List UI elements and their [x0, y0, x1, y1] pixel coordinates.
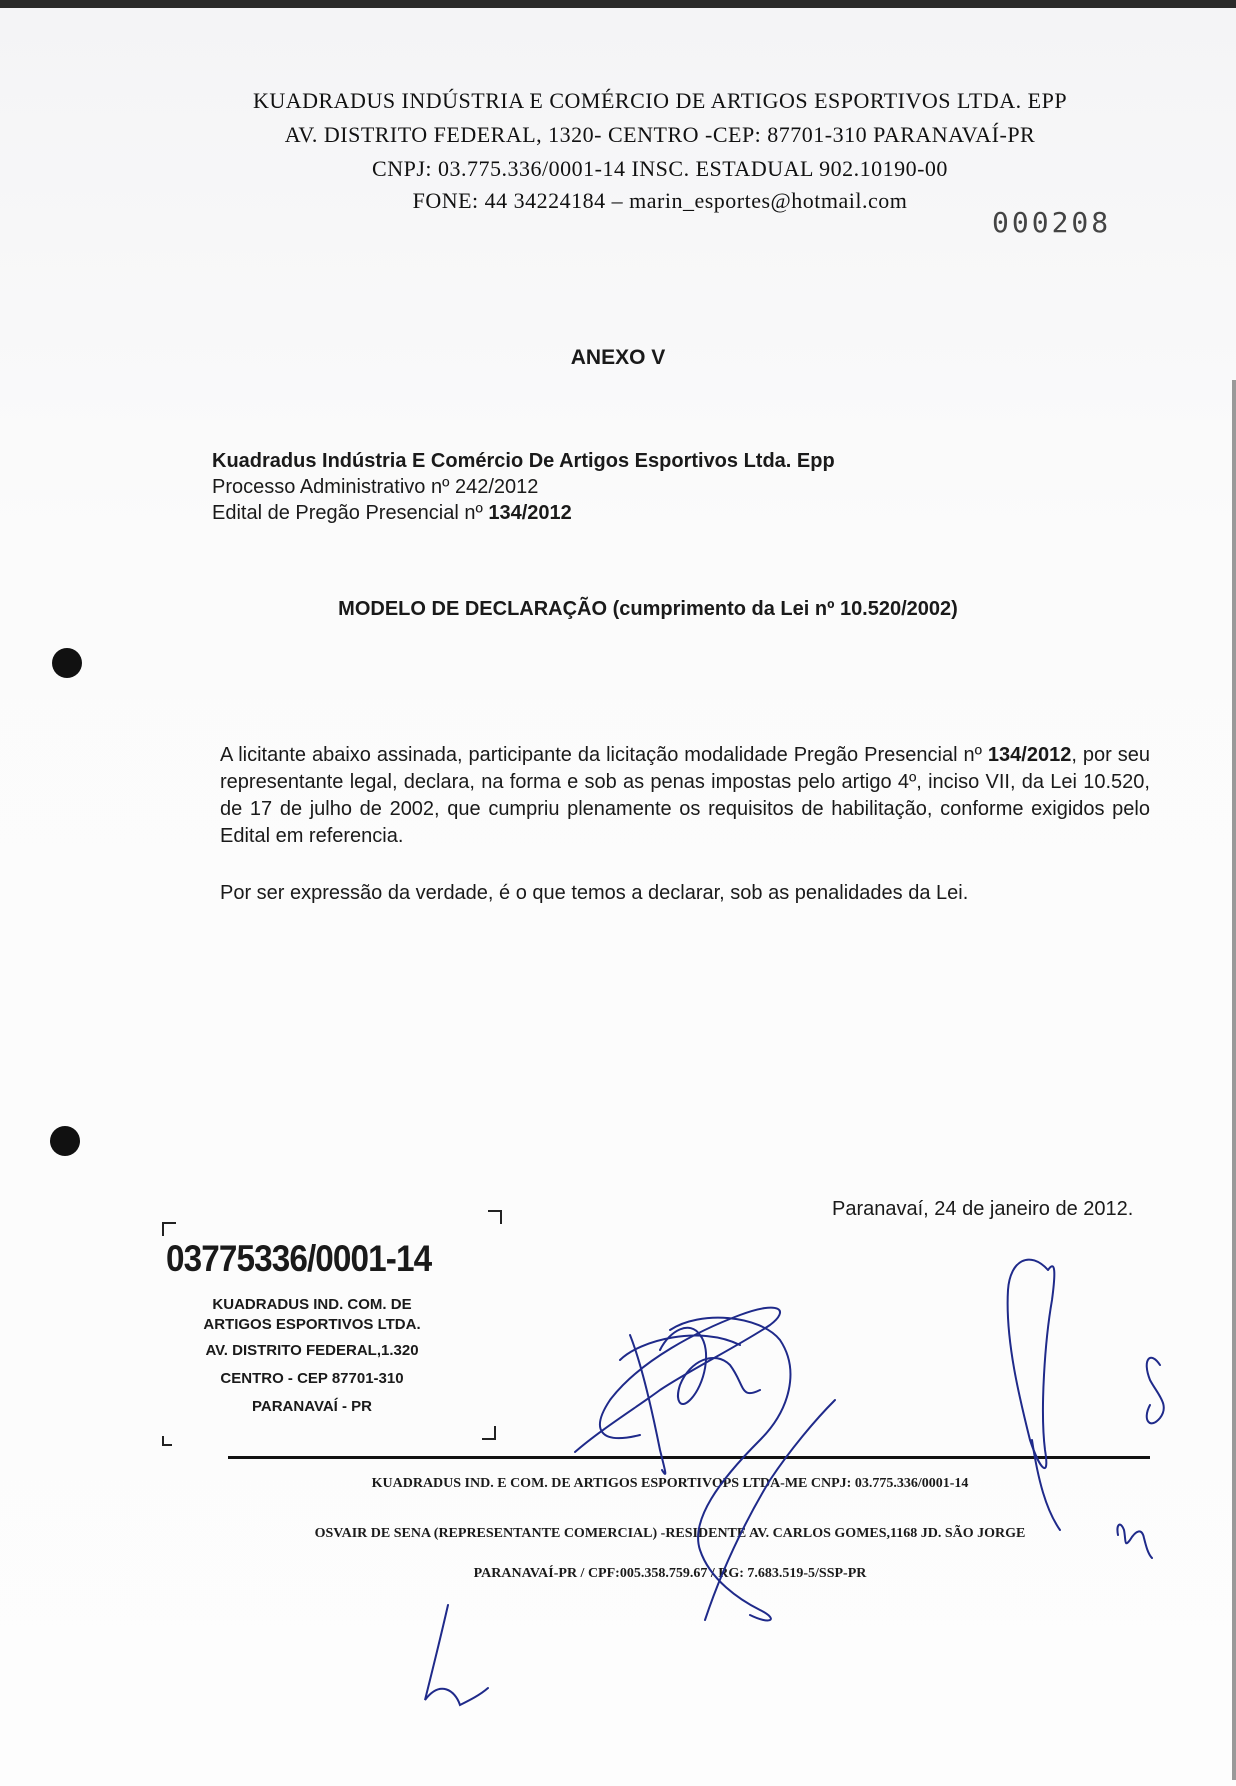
annex-title: ANEXO V: [570, 346, 666, 369]
stamp-line: CENTRO - CEP 87701-310: [220, 1370, 404, 1387]
letterhead-contact: FONE: 44 34224184 – marin_esportes@hotmail.com: [412, 188, 908, 213]
stamp-line: KUADRADUS IND. COM. DE: [212, 1296, 412, 1313]
signature-stroke: [705, 1400, 835, 1620]
footer-representative: OSVAIR DE SENA (REPRESENTANTE COMERCIAL) -RESIDENTE AV. CARLOS GOMES,1168 JD. SÃO JORGE: [314, 1526, 1026, 1541]
stamp-line: PARANAVAÍ - PR: [252, 1398, 372, 1415]
page-stamp-number: 000208: [992, 206, 1112, 239]
signature-stroke: [660, 1328, 760, 1404]
edital-number: 134/2012: [488, 502, 572, 524]
footer-documents: PARANAVAÍ-PR / CPF:005.358.759.67 / RG: 7.683.519-5/SSP-PR: [473, 1566, 867, 1581]
edital-line: [212, 500, 835, 526]
stamp-corner: [482, 1426, 496, 1440]
scan-edge-right: [1232, 380, 1236, 1780]
letterhead-address: AV. DISTRITO FEDERAL, 1320- CENTRO -CEP: 87701-310 PARANAVAÍ-PR: [284, 122, 1036, 147]
letterhead-company: KUADRADUS INDÚSTRIA E COMÉRCIO DE ARTIGOS ESPORTIVOS LTDA. EPP: [252, 88, 1068, 113]
signature-stroke: [1147, 1358, 1164, 1424]
stamp-corner: [162, 1444, 172, 1446]
signature-stroke: [620, 1336, 740, 1360]
process-line: Processo Administrativo nº 242/2012: [212, 476, 539, 498]
signature-stroke: [575, 1308, 780, 1452]
company-stamp: [162, 1210, 502, 1446]
declaration-title: MODELO DE DECLARAÇÃO (cumprimento da Lei nº 10.520/2002): [338, 598, 958, 620]
signature-stroke: [630, 1335, 665, 1474]
signature-stroke: [1008, 1260, 1055, 1469]
paragraph-1-rest: , por seu representante legal, declara, na forma e sob as penas impostas pelo artigo 4º, inciso VII, da Lei 10.520, de 17 de julho de 2002, que cumpriu plenamente os requisitos de habilitação, conforme exigidos pelo Edital em referencia.: [220, 744, 1150, 847]
paragraph-1-start: A licitante abaixo assinada, participante da licitação modalidade Pregão Presencial nº: [220, 744, 988, 766]
footer-company: KUADRADUS IND. E COM. DE ARTIGOS ESPORTIVOPS LTDA-ME CNPJ: 03.775.336/0001-14: [371, 1476, 969, 1491]
edital-label: Edital de Pregão Presencial nº: [212, 502, 489, 524]
scan-edge: [0, 0, 1236, 8]
signature-line: [228, 1456, 1150, 1459]
stamp-line: ARTIGOS ESPORTIVOS LTDA.: [203, 1316, 421, 1333]
company-name: Kuadradus Indústria E Comércio De Artigos Esportivos Ltda. Epp: [212, 450, 835, 472]
paragraph-1-number: 134/2012: [987, 744, 1072, 766]
stamp-corner: [488, 1210, 502, 1224]
punch-hole: [52, 648, 82, 678]
company-block: [212, 448, 835, 526]
stamp-line: AV. DISTRITO FEDERAL,1.320: [205, 1342, 419, 1359]
signature-stroke: [425, 1605, 488, 1705]
closing-paragraph: Por ser expressão da verdade, é o que temos a declarar, sob as penalidades da Lei.: [220, 882, 969, 904]
stamp-cnpj: 03775336/0001-14: [166, 1238, 432, 1279]
date-line: Paranavaí, 24 de janeiro de 2012.: [832, 1198, 1134, 1220]
stamp-corner: [162, 1222, 176, 1236]
letterhead-registration: CNPJ: 03.775.336/0001-14 INSC. ESTADUAL 902.10190-00: [372, 156, 948, 181]
punch-hole: [50, 1126, 80, 1156]
declaration-paragraph: [220, 742, 1150, 850]
